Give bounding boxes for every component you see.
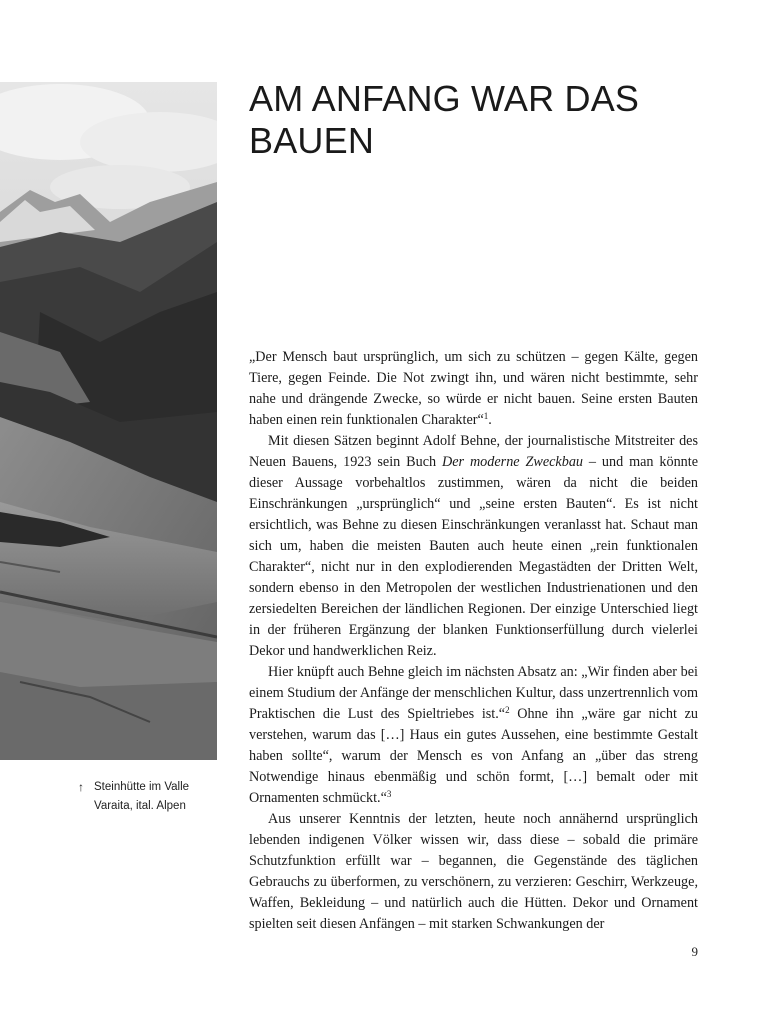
up-arrow-icon: ↑ bbox=[78, 780, 84, 794]
footnote-marker: 1 bbox=[483, 411, 489, 421]
body-paragraph bbox=[249, 347, 698, 431]
body-paragraph bbox=[249, 662, 698, 809]
text-run: . bbox=[488, 412, 492, 428]
body-text bbox=[249, 347, 698, 935]
text-run: Ohne ihn „wäre gar nicht zu verstehen, warum das […] Haus ein gutes Aussehen, eine bestimmte Gestalt haben sollte“, warum der Mensch es von Anfang an „über das streng Notwendige hinaus ebenmäßig und schön formt, […] bemalt oder mit Ornamenten schmückt.“ bbox=[249, 706, 698, 806]
chapter-title: AM ANFANG WAR DAS BAUEN bbox=[249, 78, 640, 161]
photo-caption bbox=[78, 778, 228, 816]
body-paragraph bbox=[249, 431, 698, 662]
caption-text: Steinhütte im Valle Varaita, ital. Alpen bbox=[94, 781, 190, 812]
text-run: Mit diesen Sätzen beginnt Adolf Behne, der journalistische Mitstreiter des Neuen Bauens, 1923 sein Buch bbox=[249, 433, 698, 470]
footnote-marker: 2 bbox=[505, 705, 510, 715]
page-number: 9 bbox=[691, 944, 698, 959]
text-run: – und man könnte dieser Aussage vorbehaltlos zustimmen, wären da nicht die beiden Einschränkungen „ursprünglich“ und „seine ersten Bauten“. Es ist nicht ersichtlich, was Behne zu diesen Einschränkungen veranlasst hat. Schaut man sich um, haben die meisten Bauten auch heute einen „rein funktionalen Charakter“, nicht nur in den explodierenden Megastädten der Dritten Welt, sondern ebenso in den Metropolen der westlichen Industrienationen und den zersiedelten Bereichen der ländlichen Regionen. Der einzige Unterschied liegt in der früheren Ergänzung der blanken Funktionserfüllung durch vielerlei Dekor und handwerklichen Reiz. bbox=[249, 454, 698, 659]
photo-illustration bbox=[0, 82, 217, 760]
text-run: Hier knüpft auch Behne gleich im nächsten Absatz an: „Wir finden aber bei einem Studium der Anfänge der menschlichen Kultur, dass unzertrennlich vom Praktischen die Lust des Spieltriebes ist.“ bbox=[249, 664, 698, 722]
text-run: „Der Mensch baut ursprünglich, um sich zu schützen – gegen Kälte, gegen Tiere, gegen Feinde. Die Not zwingt ihn, und wären nicht bestimmte, sehr nahe und drängende Zwecke, so würde er nicht bauen. Seine ersten Bauten haben einen rein funktionalen Charakter“ bbox=[249, 349, 698, 428]
book-title: Der moderne Zweckbau bbox=[441, 454, 584, 470]
footnote-marker: 3 bbox=[386, 789, 392, 799]
body-paragraph bbox=[249, 809, 698, 935]
mountain-hut-photo bbox=[0, 82, 217, 760]
text-run: Aus unserer Kenntnis der letzten, heute noch annähernd ursprünglich lebenden indigenen Völker wissen wir, dass diese – sobald die primäre Schutzfunktion erfüllt war – begannen, die Gegenstände des täglichen Gebrauchs zu überformen, zu verschönern, zu verzieren: Geschirr, Werkzeuge, Waffen, Bekleidung – und natürlich auch die Hütten. Dekor und Ornament spielten seit diesen Anfängen – mit starken Schwankungen der bbox=[249, 811, 698, 932]
